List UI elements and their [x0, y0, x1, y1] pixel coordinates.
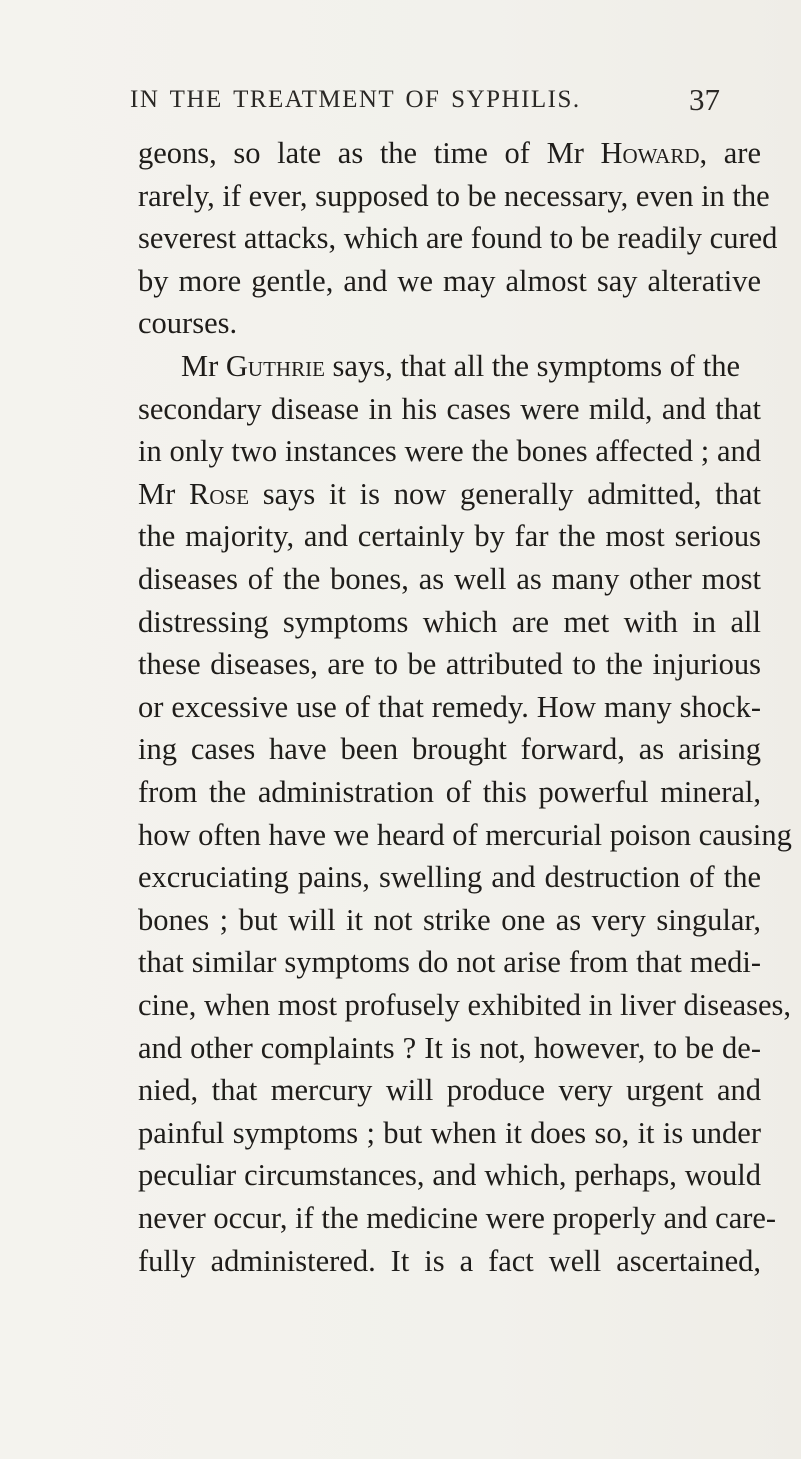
- text-line: courses.: [138, 306, 238, 341]
- running-head: [130, 82, 720, 126]
- text-line: painful symptoms ; but when it does so, it is under: [138, 1115, 761, 1150]
- text-line: in only two instances were the bones affected ; and: [138, 434, 761, 469]
- text-line: distressing symptoms which are met with in all: [138, 604, 761, 639]
- text-line: secondary disease in his cases were mild, and that: [138, 391, 761, 426]
- text-line: bones ; but will it not strike one as very singular,: [138, 902, 761, 937]
- text-line: Mr Guthrie says, that all the symptoms of the: [181, 349, 741, 383]
- text-line: peculiar circumstances, and which, perhaps, would: [138, 1158, 761, 1193]
- text-line: severest attacks, which are found to be readily cured: [138, 221, 778, 256]
- text-line: cine, when most profusely exhibited in liver diseases,: [138, 988, 792, 1022]
- text-line: these diseases, are to be attributed to the injurious: [138, 647, 761, 682]
- text-line: rarely, if ever, supposed to be necessary, even in the: [138, 178, 770, 213]
- text-line: geons, so late as the time of Mr Howard, are: [138, 136, 761, 170]
- running-title: IN THE TREATMENT OF SYPHILIS.: [130, 86, 581, 113]
- text-line: fully administered. It is a fact well ascertained,: [138, 1243, 761, 1278]
- text-line: nied, that mercury will produce very urgent and: [138, 1073, 761, 1108]
- text-line: never occur, if the medicine were properly and care-: [138, 1201, 777, 1235]
- text-line: from the administration of this powerful mineral,: [138, 775, 761, 809]
- text-line: diseases of the bones, as well as many other most: [138, 562, 761, 596]
- text-line: that similar symptoms do not arise from that medi-: [138, 945, 761, 980]
- text-line: or excessive use of that remedy. How many shock-: [138, 689, 761, 724]
- text-line: the majority, and certainly by far the most serious: [138, 519, 761, 554]
- text-line: Mr Rose says it is now generally admitted, that: [138, 476, 762, 511]
- text-line: and other complaints ? It is not, however, to be de-: [138, 1030, 761, 1065]
- smallcaps-name: Howard: [600, 136, 700, 170]
- smallcaps-name: Guthrie: [225, 349, 325, 383]
- text-line: ing cases have been brought forward, as arising: [138, 732, 761, 767]
- smallcaps-name: Rose: [189, 476, 250, 511]
- text-line: excruciating pains, swelling and destruction of the: [138, 860, 761, 895]
- text-line: how often have we heard of mercurial poison causing: [138, 817, 792, 852]
- page-number: 37: [689, 82, 720, 117]
- text-line: by more gentle, and we may almost say alterative: [138, 263, 761, 298]
